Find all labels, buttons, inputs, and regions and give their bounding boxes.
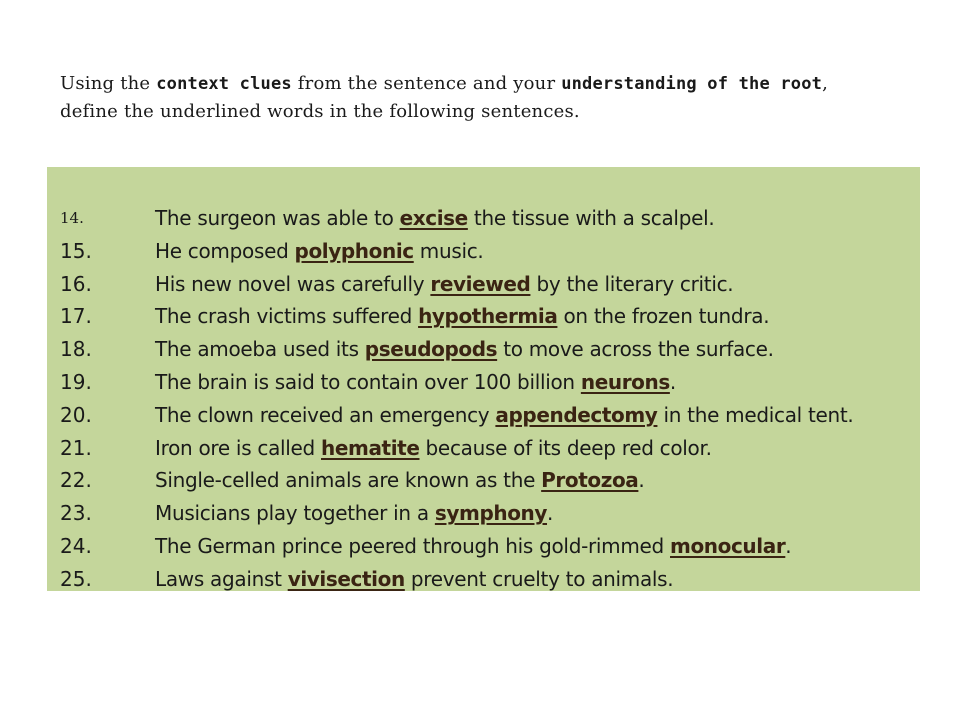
instructions-emphasis: context clues <box>156 74 292 94</box>
sentence-text <box>155 497 553 530</box>
sentence-item <box>60 268 920 301</box>
underlined-word: vivisection <box>287 566 405 591</box>
item-number: 22. <box>60 468 92 493</box>
instructions-part: Using the <box>60 73 157 94</box>
item-number: 24. <box>60 533 92 558</box>
sentence-text <box>155 300 769 333</box>
sentence-text <box>155 333 774 366</box>
sentence-before: Laws against <box>155 566 288 591</box>
sentence-item <box>60 300 920 333</box>
instructions-text <box>60 70 890 126</box>
sentence-before: The crash victims suffered <box>155 304 419 329</box>
sentence-after: the tissue with a scalpel. <box>467 206 715 230</box>
sentence-text <box>155 432 712 465</box>
sentence-after: because of its deep red color. <box>419 435 712 460</box>
sentence-after: to move across the surface. <box>497 337 774 362</box>
underlined-word: hypothermia <box>418 304 558 329</box>
sentence-item <box>60 432 920 465</box>
underlined-word: polyphonic <box>294 238 414 263</box>
underlined-word: Protozoa <box>541 468 639 493</box>
sentence-list <box>60 202 920 596</box>
instructions-emphasis: understanding of the root <box>561 74 823 94</box>
sentence-text <box>155 202 714 235</box>
sentence-item <box>60 497 920 530</box>
sentence-after: . <box>547 501 554 526</box>
item-number: 15. <box>60 238 92 263</box>
sentence-item <box>60 235 920 268</box>
sentence-before: He composed <box>155 238 295 263</box>
sentence-after: . <box>669 369 676 394</box>
sentence-before: The German prince peered through his gold-rimmed <box>155 533 671 558</box>
sentence-after: prevent cruelty to animals. <box>404 566 674 591</box>
item-number: 20. <box>60 402 92 427</box>
sentence-text <box>155 464 644 497</box>
underlined-word: reviewed <box>430 271 531 296</box>
sentence-item <box>60 366 920 399</box>
sentence-item <box>60 333 920 366</box>
underlined-word: monocular <box>670 533 786 558</box>
sentence-text <box>155 235 483 268</box>
item-number: 19. <box>60 369 92 394</box>
underlined-word: hematite <box>321 435 420 460</box>
sentence-after: by the literary critic. <box>530 271 734 296</box>
sentence-after: on the frozen tundra. <box>557 304 770 329</box>
underlined-word: symphony <box>434 501 548 526</box>
sentence-after: in the medical tent. <box>657 402 854 427</box>
item-number: 18. <box>60 337 92 362</box>
underlined-word: pseudopods <box>364 337 498 362</box>
item-number: 21. <box>60 435 92 460</box>
sentence-text <box>155 366 676 399</box>
sentence-text <box>155 563 673 596</box>
sentence-after: . <box>785 533 792 558</box>
sentence-after: . <box>638 468 645 493</box>
sentence-item <box>60 464 920 497</box>
sentence-item <box>60 399 920 432</box>
underlined-word: neurons <box>580 369 670 394</box>
item-number: 25. <box>60 566 92 591</box>
sentence-text <box>155 530 791 563</box>
item-number: 17. <box>60 304 92 329</box>
underlined-word: excise <box>399 206 468 230</box>
sentence-before: Single-celled animals are known as the <box>155 468 542 493</box>
item-number: 23. <box>60 501 92 526</box>
sentence-before: The surgeon was able to <box>155 206 400 230</box>
item-number: 14. <box>60 209 84 227</box>
sentence-after: music. <box>413 238 484 263</box>
sentence-before: Iron ore is called <box>155 435 321 460</box>
sentence-before: The clown received an emergency <box>155 402 496 427</box>
sentence-before: The brain is said to contain over 100 billion <box>155 369 581 394</box>
sentence-item <box>60 530 920 563</box>
sentence-item <box>60 202 920 235</box>
instructions-part: , define the underlined words in the following sentences. <box>60 73 828 122</box>
sentence-panel <box>47 167 920 591</box>
sentence-before: Musicians play together in a <box>155 501 435 526</box>
item-number: 16. <box>60 271 92 296</box>
sentence-text <box>155 268 733 301</box>
instructions-part: from the sentence and your <box>291 73 562 94</box>
sentence-item <box>60 563 920 596</box>
sentence-text <box>155 399 854 432</box>
sentence-before: The amoeba used its <box>155 337 365 362</box>
underlined-word: appendectomy <box>495 402 658 427</box>
sentence-before: His new novel was carefully <box>155 271 431 296</box>
